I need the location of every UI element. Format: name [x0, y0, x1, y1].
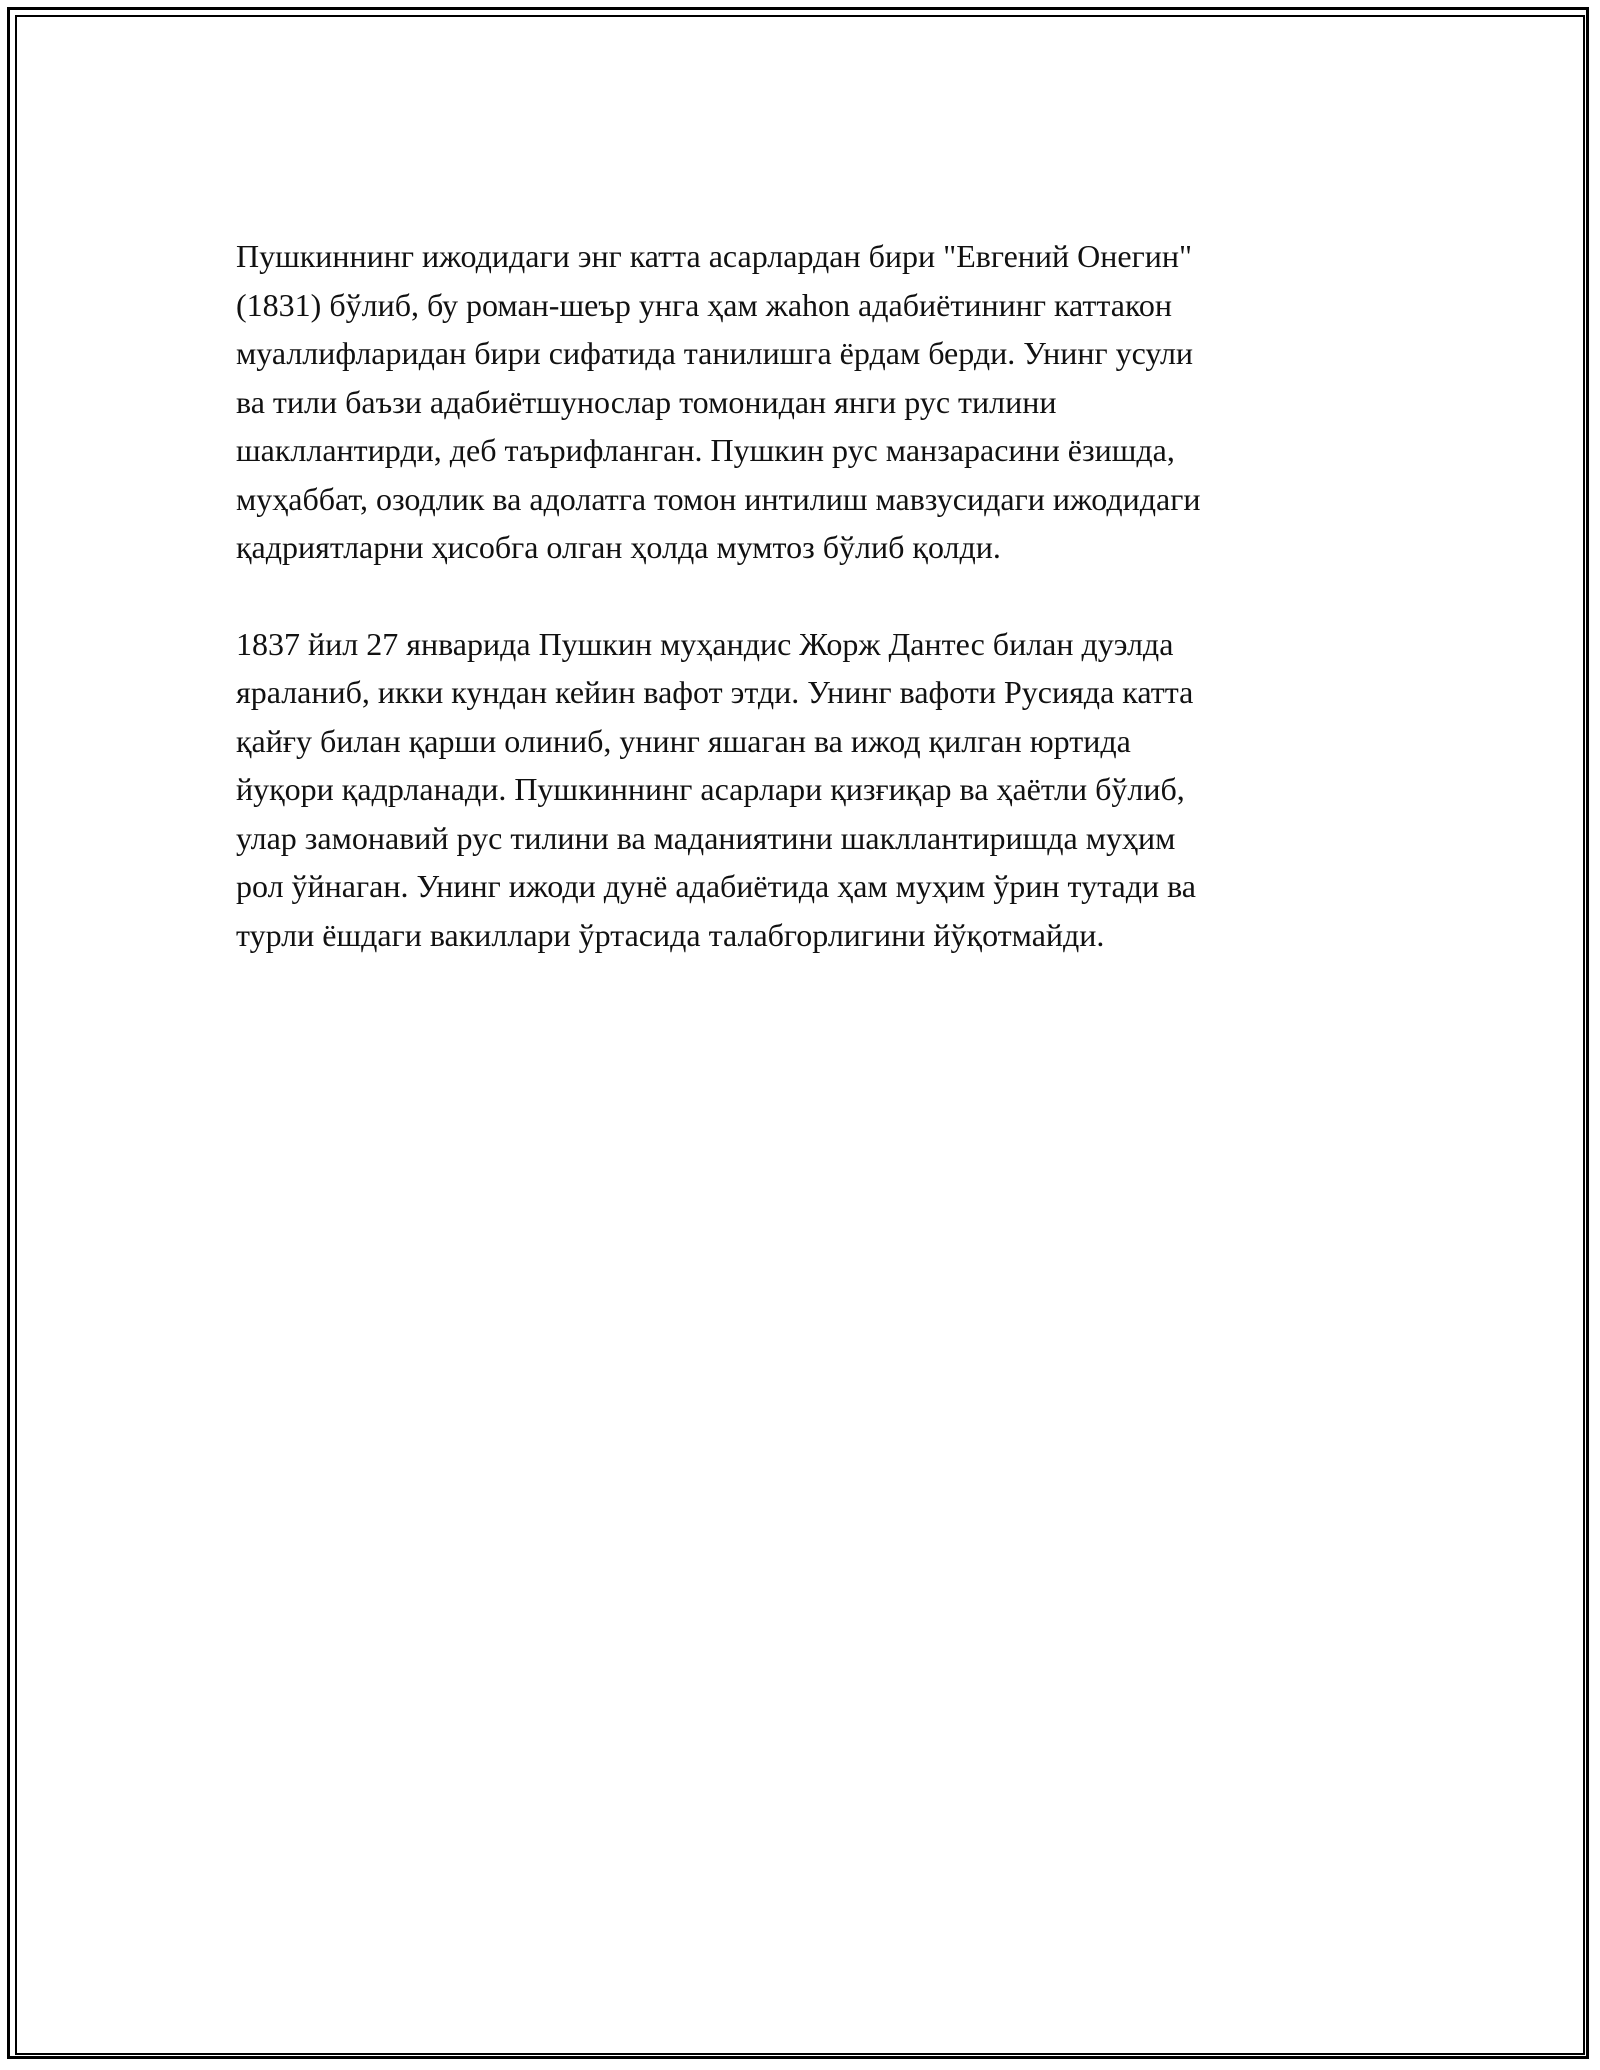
paragraph-line: қадриятларни ҳисобга олган ҳолда мумтоз бўлиб қолди. [236, 529, 1001, 565]
paragraph-line: йуқори қадрланади. Пушкиннинг асарлари қизғиқар ва ҳаётли бўлиб, [236, 771, 1185, 807]
paragraph-line: ва тили баъзи адабиётшунослар томонидан янги рус тилини [236, 383, 1057, 420]
paragraph-line: рол ўйнаган. Унинг ижоди дунё адабиётида ҳам муҳим ўрин тутади ва [236, 868, 1196, 904]
paragraph-line: муаллифларидан бири сифатида танилишга ёрдам берди. Унинг усули [236, 335, 1194, 371]
paragraph-line: яраланиб, икки кундан кейин вафот этди. Унинг вафоти Русияда катта [236, 674, 1194, 710]
paragraph-line: қайғу билан қарши олиниб, унинг яшаган ва ижод қилган юртида [236, 722, 1131, 759]
paragraph-line: (1831) бўлиб, бу роман-шеър унга ҳам жаhon адабиётининг каттакон [236, 286, 1172, 323]
paragraph-line: муҳаббат, озодлик ва адолатга томон интилиш мавзусидаги ижодидаги [236, 480, 1201, 517]
paragraph-1 [236, 232, 1366, 572]
paragraph-line: шакллантирди, деб таърифланган. Пушкин рус манзарасини ёзишда, [236, 432, 1175, 468]
document-body [236, 232, 1366, 959]
paragraph-2 [236, 620, 1366, 960]
paragraph-line: турли ёшдаги вакиллари ўртасида талабгорлигини йўқотмайди. [236, 916, 1105, 953]
paragraph-line: улар замонавий рус тилини ва маданиятини шакллантиришда муҳим [236, 819, 1176, 856]
paragraph-line: Пушкиннинг ижодидаги энг катта асарлардан бири "Евгений Онегин" [236, 238, 1193, 274]
paragraph-line: 1837 йил 27 январида Пушкин муҳандис Жорж Дантес билан дуэлда [236, 625, 1174, 662]
